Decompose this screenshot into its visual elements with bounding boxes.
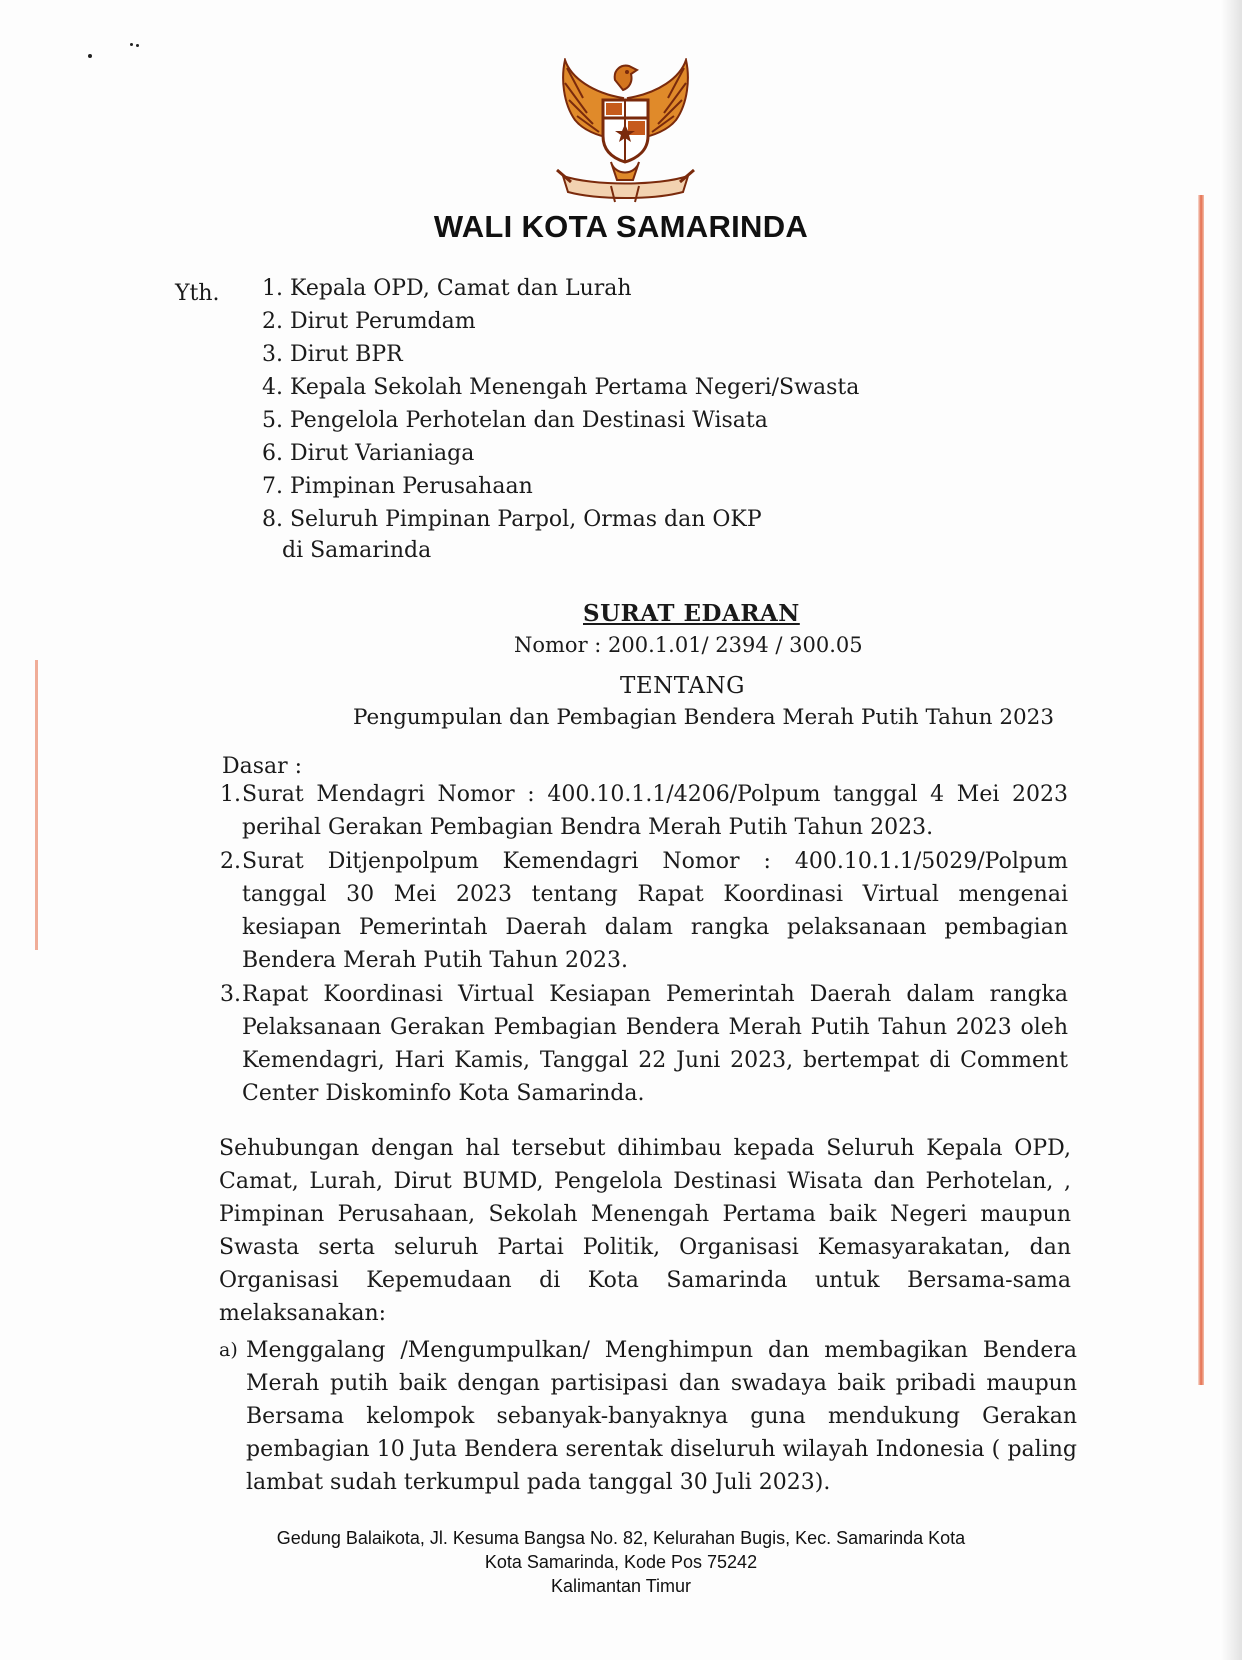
basis-item: [220, 978, 1068, 1110]
speck: [136, 44, 139, 47]
about-label: TENTANG: [620, 673, 745, 699]
body-paragraph: Sehubungan dengan hal tersebut dihimbau kepada Seluruh Kepala OPD, Camat, Lurah, Dirut BUMD, Pengelola Destinasi Wisata dan Perhotelan, , Pimpinan Perusahaan, Sekolah Menengah Pertama baik Negeri maupun Swasta serta seluruh Partai Politik, Organisasi Kemasyarakatan, dan Organisasi Kepemudaan di Kota Samarinda untuk Bersama-sama melaksanakan:: [219, 1136, 1071, 1326]
speck: [130, 43, 133, 46]
footer-address-line: Gedung Balaikota, Jl. Kesuma Bangsa No. 82, Kelurahan Bugis, Kec. Samarinda Kota: [276, 1528, 966, 1548]
addressee-item: 5. Pengelola Perhotelan dan Destinasi Wisata: [262, 408, 768, 433]
basis-label: Dasar :: [222, 754, 303, 779]
circular-title: SURAT EDARAN: [583, 600, 800, 627]
scan-edge-right: [1198, 195, 1204, 1385]
basis-text: Surat Ditjenpolpum Kemendagri Nomor : 400.10.1.1/5029/Polpum tanggal 30 Mei 2023 tentang Rapat Koordinasi Virtual mengenai kesiapan Pemerintah Daerah dalam rangka pelaksanaan pembagian Bendera Merah Putih Tahun 2023.: [242, 849, 1068, 973]
footer-province-line: Kalimantan Timur: [550, 1576, 692, 1596]
circular-subject: Pengumpulan dan Pembagian Bendera Merah Putih Tahun 2023: [353, 705, 1055, 730]
addressee-item: 6. Dirut Varianiaga: [262, 441, 475, 466]
addressee-label: Yth.: [175, 281, 220, 306]
basis-item: [220, 845, 1068, 977]
addressee-item: 1. Kepala OPD, Camat dan Lurah: [262, 276, 632, 301]
basis-text: Rapat Koordinasi Virtual Kesiapan Pemerintah Daerah dalam rangka Pelaksanaan Gerakan Pembagian Bendera Merah Putih Tahun 2023 oleh Kemendagri, Hari Kamis, Tanggal 22 Juni 2023, bertempat di Comment Center Diskominfo Kota Samarinda.: [242, 982, 1068, 1106]
addressee-location: di Samarinda: [282, 538, 432, 563]
letterhead-footer: [0, 1526, 1242, 1598]
speck: [88, 54, 92, 58]
basis-number: 1.: [220, 782, 241, 807]
addressee-item: 3. Dirut BPR: [262, 342, 403, 367]
addressee-item: 4. Kepala Sekolah Menengah Pertama Negeri/Swasta: [262, 375, 860, 400]
basis-item: [220, 778, 1068, 844]
basis-text: Surat Mendagri Nomor : 400.10.1.1/4206/Polpum tanggal 4 Mei 2023 perihal Gerakan Pembagian Bendra Merah Putih Tahun 2023.: [242, 782, 1068, 840]
circular-number: Nomor : 200.1.01/ 2394 / 300.05: [514, 633, 863, 657]
footer-city-line: Kota Samarinda, Kode Pos 75242: [484, 1552, 758, 1572]
scan-shadow: [1220, 0, 1242, 1660]
document-heading: WALI KOTA SAMARINDA: [433, 209, 809, 244]
scan-edge-left: [35, 660, 38, 950]
addressee-item: 8. Seluruh Pimpinan Parpol, Ormas dan OKP: [262, 507, 762, 532]
addressee-item: 7. Pimpinan Perusahaan: [262, 474, 533, 499]
action-point: [219, 1334, 1077, 1499]
basis-number: 2.: [220, 849, 241, 874]
action-point-text: Menggalang /Mengumpulkan/ Menghimpun dan membagikan Bendera Merah putih baik dengan partisipasi dan swadaya baik pribadi maupun Bersama kelompok sebanyak-banyaknya guna mendukung Gerakan pembagian 10 Juta Bendera serentak diseluruh wilayah Indonesia ( paling lambat sudah terkumpul pada tanggal 30 Juli 2023).: [246, 1338, 1077, 1495]
action-point-letter: a): [219, 1339, 238, 1361]
addressee-list: [262, 272, 859, 536]
basis-number: 3.: [220, 982, 241, 1007]
garuda-emblem-icon: [553, 58, 698, 208]
addressee-item: 2. Dirut Perumdam: [262, 309, 476, 334]
